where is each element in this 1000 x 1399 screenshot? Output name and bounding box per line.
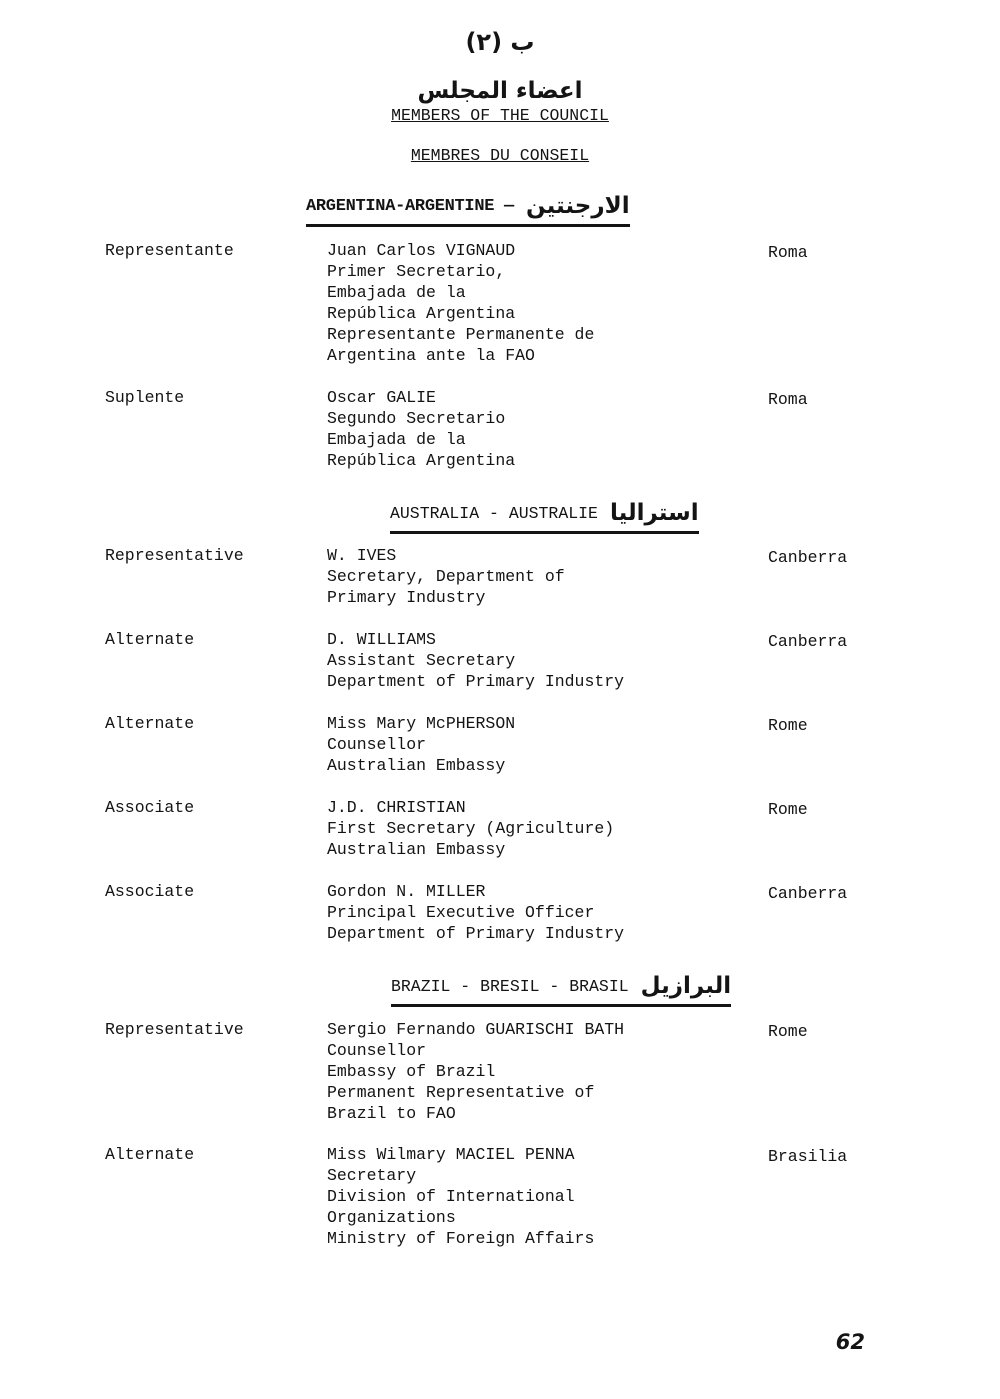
- title-arabic: اعضاء المجلس: [417, 78, 583, 104]
- delegate-role: Representative: [105, 546, 244, 565]
- delegate-details: [327, 629, 624, 692]
- delegate-line: Primary Industry: [327, 588, 486, 607]
- delegate-name: Gordon N. MILLER: [327, 882, 486, 901]
- delegate-details: [327, 1019, 624, 1124]
- country-heading-brazil: [391, 973, 731, 999]
- country-name-latin: BRAZIL - BRESIL - BRASIL: [391, 976, 629, 996]
- delegate-line: Secretary, Department of: [327, 567, 565, 586]
- delegate-city: Canberra: [768, 884, 848, 903]
- delegate-name: W. IVES: [327, 546, 397, 565]
- delegate-city: Roma: [768, 390, 808, 409]
- delegate-role: Representative: [105, 1020, 244, 1039]
- delegate-details: [327, 1144, 594, 1249]
- delegate-line: República Argentina: [327, 451, 516, 470]
- delegate-line: Counsellor: [327, 735, 427, 754]
- delegate-city: Canberra: [768, 632, 848, 651]
- delegate-city: Rome: [768, 716, 808, 735]
- delegate-details: [327, 240, 594, 366]
- delegate-line: Department of Primary Industry: [327, 672, 625, 691]
- delegate-line: Principal Executive Officer: [327, 903, 595, 922]
- delegate-role: Suplente: [105, 388, 185, 407]
- delegate-city: Canberra: [768, 548, 848, 567]
- delegate-line: Australian Embassy: [327, 840, 506, 859]
- country-name-arabic: الارجنتين: [525, 193, 630, 219]
- delegate-city: Rome: [768, 1022, 808, 1041]
- delegate-name: Sergio Fernando GUARISCHI BATH: [327, 1020, 625, 1039]
- delegate-line: Counsellor: [327, 1041, 427, 1060]
- country-heading-argentina: [306, 193, 630, 219]
- delegate-line: Embajada de la: [327, 283, 466, 302]
- delegate-line: Division of International: [327, 1187, 575, 1206]
- delegate-line: Australian Embassy: [327, 756, 506, 775]
- country-name-latin: AUSTRALIA - AUSTRALIE: [390, 503, 598, 523]
- title-english: MEMBERS OF THE COUNCIL: [391, 106, 609, 125]
- delegate-line: Embajada de la: [327, 430, 466, 449]
- country-name-latin: ARGENTINA-ARGENTINE —: [306, 196, 514, 216]
- delegate-details: [327, 387, 515, 471]
- delegate-city: Rome: [768, 800, 808, 819]
- delegate-line: Permanent Representative of: [327, 1083, 595, 1102]
- delegate-details: [327, 545, 565, 608]
- delegate-role: Associate: [105, 798, 195, 817]
- delegate-role: Alternate: [105, 1145, 195, 1164]
- delegate-details: [327, 881, 624, 944]
- heading-underline: [390, 531, 699, 534]
- delegate-line: Argentina ante la FAO: [327, 346, 535, 365]
- delegate-details: [327, 713, 515, 776]
- title-french: MEMBRES DU CONSEIL: [410, 146, 590, 165]
- delegate-role: Alternate: [105, 714, 195, 733]
- delegate-role: Representante: [105, 241, 234, 260]
- delegate-name: J.D. CHRISTIAN: [327, 798, 466, 817]
- delegate-city: Brasilia: [768, 1147, 848, 1166]
- delegate-name: Miss Wilmary MACIEL PENNA: [327, 1145, 575, 1164]
- delegate-line: Segundo Secretario: [327, 409, 506, 428]
- delegate-name: Juan Carlos VIGNAUD: [327, 241, 516, 260]
- country-name-arabic: استراليا: [609, 500, 699, 526]
- delegate-details: [327, 797, 614, 860]
- delegate-role: Associate: [105, 882, 195, 901]
- delegate-line: First Secretary (Agriculture): [327, 819, 615, 838]
- delegate-line: Assistant Secretary: [327, 651, 516, 670]
- country-name-arabic: البرازيل: [640, 973, 732, 999]
- country-heading-australia: [390, 500, 699, 526]
- annex-label: ب (٢): [465, 28, 535, 56]
- delegate-line: República Argentina: [327, 304, 516, 323]
- delegate-line: Ministry of Foreign Affairs: [327, 1229, 595, 1248]
- delegate-line: Secretary: [327, 1166, 417, 1185]
- delegate-line: Primer Secretario,: [327, 262, 506, 281]
- delegate-line: Department of Primary Industry: [327, 924, 625, 943]
- delegate-name: Oscar GALIE: [327, 388, 436, 407]
- delegate-line: Brazil to FAO: [327, 1104, 456, 1123]
- heading-underline: [306, 224, 630, 227]
- delegate-line: Representante Permanente de: [327, 325, 595, 344]
- heading-underline: [391, 1004, 731, 1007]
- delegate-name: Miss Mary McPHERSON: [327, 714, 516, 733]
- delegate-line: Organizations: [327, 1208, 456, 1227]
- delegate-name: D. WILLIAMS: [327, 630, 436, 649]
- page-number: 62: [835, 1330, 865, 1354]
- delegate-city: Roma: [768, 243, 808, 262]
- delegate-line: Embassy of Brazil: [327, 1062, 496, 1081]
- delegate-role: Alternate: [105, 630, 195, 649]
